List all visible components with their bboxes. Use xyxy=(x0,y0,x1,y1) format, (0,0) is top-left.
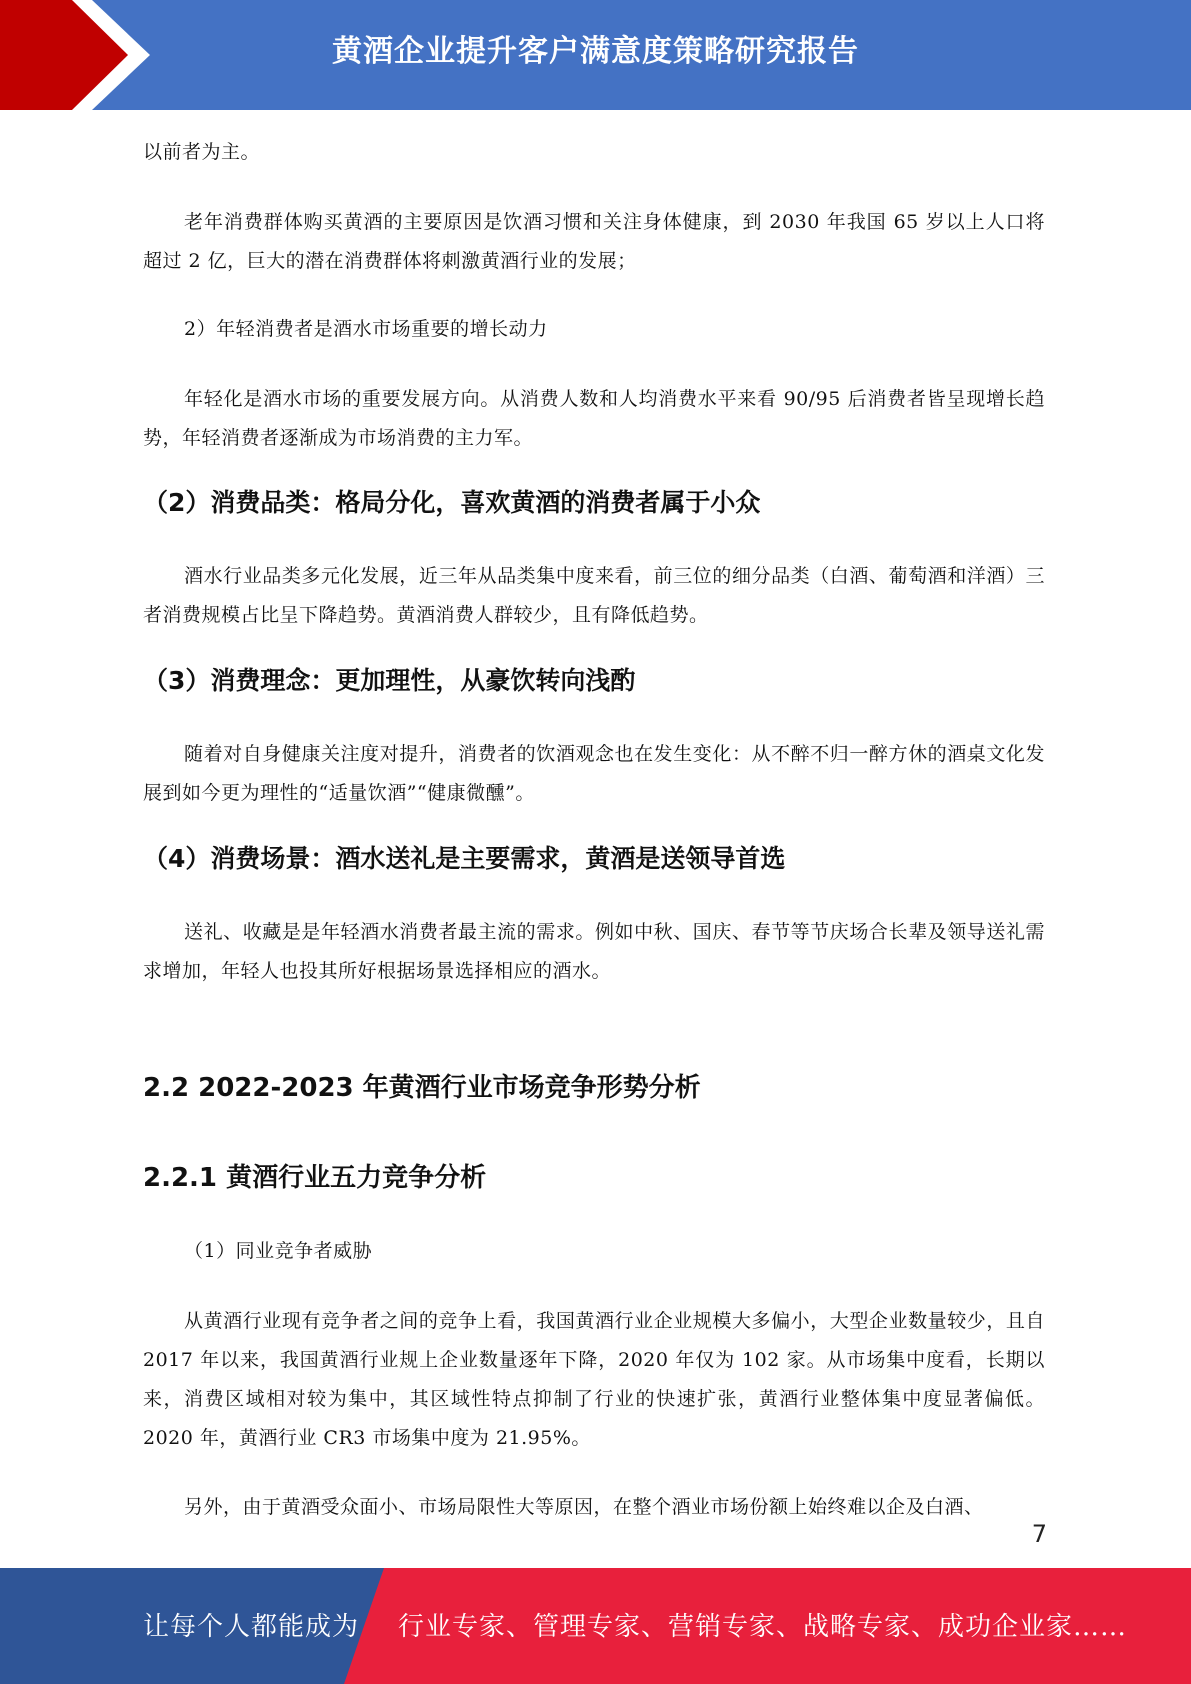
paragraph-industry-rivals: 从黄酒行业现有竞争者之间的竞争上看，我国黄酒行业企业规模大多偏小，大型企业数量较少，且自 2017 年以来，我国黄酒行业规上企业数量逐年下降，2020 年仅为 102 家。从市场集中度看，长期以来，消费区域相对较为集中，其区域性特点抑制了行业的快速扩张，黄酒行业整体集中度显著偏低。2020 年，黄酒行业 CR3 市场集中度为 21.95%。 xyxy=(143,1310,1045,1449)
page-header xyxy=(0,0,1191,110)
footer-slogan-right: 行业专家、管理专家、营销专家、战略专家、成功企业家…… xyxy=(398,1612,1128,1642)
paragraph-elderly: 老年消费群体购买黄酒的主要原因是饮酒习惯和关注身体健康，到 2030 年我国 65 岁以上人口将超过 2 亿，巨大的潜在消费群体将刺激黄酒行业的发展； xyxy=(143,211,1045,272)
paragraph-consumption-scene: 送礼、收藏是是年轻酒水消费者最主流的需求。例如中秋、国庆、春节等节庆场合长辈及领导送礼需求增加，年轻人也投其所好根据场景选择相应的酒水。 xyxy=(143,921,1045,982)
footer-slogan-left: 让每个人都能成为 xyxy=(143,1612,360,1642)
subheading-industry-rivals: （1）同业竞争者威胁 xyxy=(184,1240,373,1262)
heading-consumption-scene: （4）消费场景：酒水送礼是主要需求，黄酒是送领导首选 xyxy=(143,844,786,873)
paragraph-consumption-category: 酒水行业品类多元化发展，近三年从品类集中度来看，前三位的细分品类（白酒、葡萄酒和洋酒）三者消费规模占比呈下降趋势。黄酒消费人群较少，且有降低趋势。 xyxy=(143,565,1045,626)
page-footer xyxy=(0,1568,1191,1684)
page-number: 7 xyxy=(1031,1520,1047,1548)
paragraph-young-consumers: 年轻化是酒水市场的重要发展方向。从消费人数和人均消费水平来看 90/95 后消费者皆呈现增长趋势，年轻消费者逐渐成为市场消费的主力军。 xyxy=(143,388,1045,449)
heading-consumption-category: （2）消费品类：格局分化，喜欢黄酒的消费者属于小众 xyxy=(143,488,761,517)
report-title: 黄酒企业提升客户满意度策略研究报告 xyxy=(332,34,859,69)
subheading-young-consumers: 2）年轻消费者是酒水市场重要的增长动力 xyxy=(184,318,548,340)
paragraph-consumption-concept: 随着对自身健康关注度对提升，消费者的饮酒观念也在发生变化：从不醉不归一醉方休的酒桌文化发展到如今更为理性的“适量饮酒”“健康微醺”。 xyxy=(143,743,1045,804)
heading-five-forces: 2.2.1 黄酒行业五力竞争分析 xyxy=(143,1163,487,1193)
heading-market-competition: 2.2 2022-2023 年黄酒行业市场竞争形势分析 xyxy=(143,1073,701,1103)
paragraph-other-factors: 另外，由于黄酒受众面小、市场局限性大等原因，在整个酒业市场份额上始终难以企及白酒、 xyxy=(184,1496,984,1518)
heading-consumption-concept: （3）消费理念：更加理性，从豪饮转向浅酌 xyxy=(143,666,636,695)
paragraph-intro: 以前者为主。 xyxy=(143,141,261,163)
